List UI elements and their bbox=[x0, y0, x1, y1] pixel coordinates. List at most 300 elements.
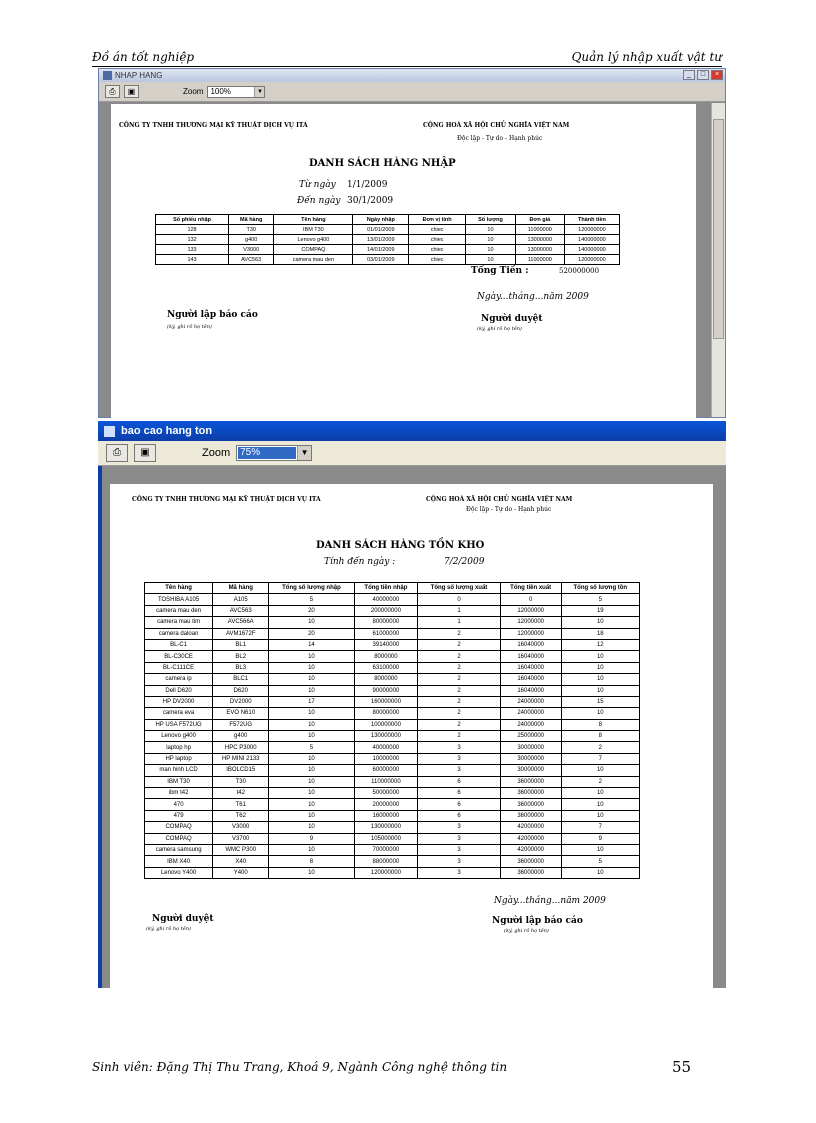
table-header-row bbox=[156, 215, 620, 225]
table-cell: 10 bbox=[466, 255, 516, 265]
table-cell: 5 bbox=[269, 594, 354, 605]
table-cell: 5 bbox=[561, 594, 639, 605]
table-cell: 10 bbox=[269, 731, 354, 742]
as-of-label: Tính đến ngày : bbox=[324, 557, 396, 567]
table-cell: 14/01/2009 bbox=[353, 245, 409, 255]
table-cell: Lenovo g400 bbox=[145, 731, 213, 742]
table-cell: 24000000 bbox=[500, 719, 561, 730]
inventory-table bbox=[144, 582, 640, 879]
total-label: Tổng Tiền : bbox=[471, 266, 529, 276]
column-header: Tên hàng bbox=[145, 583, 213, 594]
table-cell: 42000000 bbox=[500, 833, 561, 844]
table-cell: 479 bbox=[145, 810, 213, 821]
table-cell: t42 bbox=[213, 788, 269, 799]
table-cell: 13/01/2009 bbox=[353, 235, 409, 245]
table-cell: T30 bbox=[229, 225, 274, 235]
table-cell: 6 bbox=[418, 788, 501, 799]
table-cell: A105 bbox=[213, 594, 269, 605]
table-cell: 36000000 bbox=[500, 867, 561, 878]
zoom-label: Zoom bbox=[183, 87, 204, 96]
table-cell: AVC563 bbox=[213, 605, 269, 616]
table-row bbox=[145, 628, 640, 639]
table-cell: 10 bbox=[269, 651, 354, 662]
table-cell: 12000000 bbox=[500, 617, 561, 628]
motto: Độc lập - Tự do - Hạnh phúc bbox=[457, 135, 543, 142]
table-row bbox=[145, 731, 640, 742]
window-titlebar[interactable] bbox=[99, 69, 725, 82]
table-cell: 10000000 bbox=[354, 753, 418, 764]
table-cell: X40 bbox=[213, 856, 269, 867]
column-header: Đơn giá bbox=[515, 215, 564, 225]
table-cell: 10 bbox=[269, 765, 354, 776]
signer-right-note: (ký, ghi rõ họ tên) bbox=[504, 928, 549, 934]
table-cell: 10 bbox=[269, 810, 354, 821]
table-cell: 17 bbox=[269, 696, 354, 707]
report-page bbox=[111, 104, 696, 419]
table-cell: 3 bbox=[418, 742, 501, 753]
table-cell: 2 bbox=[418, 651, 501, 662]
signer-left-note: (ký, ghi rõ họ tên) bbox=[167, 324, 212, 330]
table-cell: 110000000 bbox=[354, 776, 418, 787]
table-cell: 133 bbox=[156, 245, 229, 255]
table-row bbox=[156, 255, 620, 265]
table-cell: 130000000 bbox=[354, 731, 418, 742]
table-cell: 36000000 bbox=[500, 776, 561, 787]
table-cell: 120000000 bbox=[564, 225, 619, 235]
column-header: Đơn vị tính bbox=[409, 215, 466, 225]
table-cell: IBM T30 bbox=[274, 225, 353, 235]
table-cell: 30000000 bbox=[500, 753, 561, 764]
table-cell: 13000000 bbox=[515, 245, 564, 255]
table-cell: 140000000 bbox=[564, 245, 619, 255]
window-title: bao cao hang ton bbox=[121, 425, 213, 437]
signer-right: Người lập báo cáo bbox=[492, 916, 583, 926]
table-cell: 10 bbox=[269, 822, 354, 833]
table-cell: V3700 bbox=[213, 833, 269, 844]
table-cell: 10 bbox=[561, 708, 639, 719]
table-cell: camera samsung bbox=[145, 844, 213, 855]
print-icon[interactable]: ⎙ bbox=[106, 444, 128, 462]
chevron-down-icon[interactable]: ▼ bbox=[254, 87, 264, 97]
table-cell: AVC566A bbox=[213, 617, 269, 628]
table-cell: 2 bbox=[561, 776, 639, 787]
as-of-value: 7/2/2009 bbox=[444, 557, 485, 567]
table-cell: 11000000 bbox=[515, 225, 564, 235]
table-cell: 10 bbox=[269, 662, 354, 673]
table-row bbox=[145, 742, 640, 753]
table-cell: 24000000 bbox=[500, 696, 561, 707]
table-cell: HP DV2000 bbox=[145, 696, 213, 707]
table-row bbox=[145, 856, 640, 867]
doc-header-left: Đồ án tốt nghiệp bbox=[92, 50, 195, 64]
table-cell: 2 bbox=[418, 628, 501, 639]
table-cell: 25000000 bbox=[500, 731, 561, 742]
to-value: 30/1/2009 bbox=[347, 196, 394, 206]
table-cell: 3 bbox=[418, 867, 501, 878]
bao-cao-hang-ton-window bbox=[98, 421, 726, 988]
signer-left: Người lập báo cáo bbox=[167, 310, 258, 320]
column-header: Tổng tiền xuất bbox=[500, 583, 561, 594]
column-header: Thành tiền bbox=[564, 215, 619, 225]
table-cell: DV2000 bbox=[213, 696, 269, 707]
table-cell: ibm t42 bbox=[145, 788, 213, 799]
table-cell: 12 bbox=[561, 639, 639, 650]
table-cell: 39140000 bbox=[354, 639, 418, 650]
table-cell: 80000000 bbox=[354, 708, 418, 719]
table-cell: 70000000 bbox=[354, 844, 418, 855]
table-cell: 120000000 bbox=[564, 255, 619, 265]
table-cell: 42000000 bbox=[500, 844, 561, 855]
table-cell: 9 bbox=[561, 833, 639, 844]
table-cell: g400 bbox=[229, 235, 274, 245]
table-cell: T61 bbox=[213, 799, 269, 810]
window-left-border bbox=[98, 466, 102, 988]
table-cell: 10 bbox=[269, 867, 354, 878]
table-cell: 3 bbox=[418, 856, 501, 867]
table-row bbox=[145, 810, 640, 821]
table-cell: COMPAQ bbox=[145, 822, 213, 833]
table-cell: 10 bbox=[561, 674, 639, 685]
zoom-value: 100% bbox=[210, 86, 231, 96]
table-cell: D620 bbox=[213, 685, 269, 696]
report-title: DANH SÁCH HÀNG NHẬP bbox=[309, 158, 456, 169]
table-cell: 1 bbox=[418, 605, 501, 616]
date-line: Ngày...tháng...năm 2009 bbox=[477, 292, 589, 302]
table-cell: HP USA F572UG bbox=[145, 719, 213, 730]
table-cell: Lenovo Y400 bbox=[145, 867, 213, 878]
table-cell: 160000000 bbox=[354, 696, 418, 707]
table-cell: camera mau den bbox=[145, 605, 213, 616]
table-cell: 8 bbox=[561, 719, 639, 730]
window-title: NHAP HANG bbox=[115, 71, 163, 80]
column-header: Tổng số lượng tồn bbox=[561, 583, 639, 594]
table-cell: F572UG bbox=[213, 719, 269, 730]
table-cell: 10 bbox=[269, 617, 354, 628]
table-cell: 16040000 bbox=[500, 662, 561, 673]
doc-header-right: Quản lý nhập xuất vật tư bbox=[571, 50, 722, 64]
table-cell: 50000000 bbox=[354, 788, 418, 799]
table-cell: 10 bbox=[269, 719, 354, 730]
table-cell: BL-C1 bbox=[145, 639, 213, 650]
signer-left-note: (ký, ghi rõ họ tên) bbox=[146, 926, 191, 932]
signer-right: Người duyệt bbox=[481, 314, 543, 324]
table-cell: 1 bbox=[418, 617, 501, 628]
table-cell: V3000 bbox=[213, 822, 269, 833]
table-cell: 2 bbox=[418, 674, 501, 685]
table-cell: 10 bbox=[561, 685, 639, 696]
table-cell: 0 bbox=[418, 594, 501, 605]
table-row bbox=[145, 662, 640, 673]
maximize-icon[interactable]: □ bbox=[697, 70, 709, 80]
table-cell: TOSHIBA A105 bbox=[145, 594, 213, 605]
table-cell: 36000000 bbox=[500, 788, 561, 799]
table-cell: IBM X40 bbox=[145, 856, 213, 867]
table-cell: BL1 bbox=[213, 639, 269, 650]
table-cell: 30000000 bbox=[500, 742, 561, 753]
table-cell: 60000000 bbox=[354, 765, 418, 776]
scrollbar-thumb[interactable] bbox=[713, 119, 724, 339]
table-cell: 3 bbox=[418, 833, 501, 844]
table-cell: 10 bbox=[561, 844, 639, 855]
table-cell: 6 bbox=[418, 776, 501, 787]
table-cell: 36000000 bbox=[500, 799, 561, 810]
minimize-icon[interactable]: _ bbox=[683, 70, 695, 80]
table-cell: 5 bbox=[561, 856, 639, 867]
table-cell: chiec bbox=[409, 225, 466, 235]
zoom-select[interactable] bbox=[207, 86, 265, 98]
table-row bbox=[145, 753, 640, 764]
table-cell: BL-C30CE bbox=[145, 651, 213, 662]
table-cell: 20 bbox=[269, 605, 354, 616]
table-row bbox=[145, 617, 640, 628]
table-cell: 2 bbox=[418, 662, 501, 673]
table-cell: 10 bbox=[466, 225, 516, 235]
app-icon bbox=[103, 71, 112, 80]
table-row bbox=[145, 708, 640, 719]
total-value: 520000000 bbox=[559, 267, 600, 275]
zoom-value: 75% bbox=[238, 447, 296, 459]
table-cell: 10 bbox=[466, 235, 516, 245]
table-cell: 36000000 bbox=[500, 810, 561, 821]
table-row bbox=[145, 685, 640, 696]
table-cell: 2 bbox=[418, 719, 501, 730]
zoom-label: Zoom bbox=[202, 447, 231, 459]
table-cell: 20 bbox=[269, 628, 354, 639]
table-cell: 80000000 bbox=[354, 617, 418, 628]
table-cell: 3 bbox=[418, 753, 501, 764]
column-header: Ngày nhập bbox=[353, 215, 409, 225]
table-cell: camera mau tim bbox=[145, 617, 213, 628]
table-cell: 10 bbox=[561, 788, 639, 799]
table-cell: 10 bbox=[561, 867, 639, 878]
table-cell: 6 bbox=[418, 810, 501, 821]
table-cell: 24000000 bbox=[500, 708, 561, 719]
table-cell: 3 bbox=[418, 765, 501, 776]
table-cell: 14 bbox=[269, 639, 354, 650]
table-cell: chiec bbox=[409, 245, 466, 255]
table-cell: chiec bbox=[409, 235, 466, 245]
nation-title: CỘNG HOÀ XÃ HỘI CHỦ NGHĨA VIỆT NAM bbox=[423, 122, 570, 129]
column-header: Số phiếu nhập bbox=[156, 215, 229, 225]
table-cell: 105000000 bbox=[354, 833, 418, 844]
table-row bbox=[145, 719, 640, 730]
column-header: Tổng tiền nhập bbox=[354, 583, 418, 594]
table-cell: 2 bbox=[418, 685, 501, 696]
table-cell: V3000 bbox=[229, 245, 274, 255]
table-cell: 90000000 bbox=[354, 685, 418, 696]
table-cell: 8 bbox=[269, 856, 354, 867]
table-cell: 16040000 bbox=[500, 651, 561, 662]
table-cell: 6 bbox=[418, 799, 501, 810]
table-cell: 140000000 bbox=[564, 235, 619, 245]
table-cell: 16040000 bbox=[500, 674, 561, 685]
doc-footer-left: Sinh viên: Đặng Thị Thu Trang, Khoá 9, Ngành Công nghệ thông tin bbox=[92, 1060, 508, 1074]
table-cell: AVC563 bbox=[229, 255, 274, 265]
table-cell: 88000000 bbox=[354, 856, 418, 867]
table-cell: 470 bbox=[145, 799, 213, 810]
table-cell: BL-C111CE bbox=[145, 662, 213, 673]
table-row bbox=[145, 867, 640, 878]
page-number: 55 bbox=[672, 1058, 692, 1076]
table-cell: 11000000 bbox=[515, 255, 564, 265]
column-header: Tên hàng bbox=[274, 215, 353, 225]
table-cell: 130000000 bbox=[354, 822, 418, 833]
table-cell: T62 bbox=[213, 810, 269, 821]
table-cell: 2 bbox=[418, 731, 501, 742]
table-cell: HPC P3000 bbox=[213, 742, 269, 753]
table-cell: 10 bbox=[269, 674, 354, 685]
column-header: Tổng số lượng nhập bbox=[269, 583, 354, 594]
table-cell: 40000000 bbox=[354, 742, 418, 753]
table-cell: 2 bbox=[418, 696, 501, 707]
table-cell: Y400 bbox=[213, 867, 269, 878]
import-table bbox=[155, 214, 620, 265]
table-cell: 120000000 bbox=[354, 867, 418, 878]
table-cell: 16040000 bbox=[500, 639, 561, 650]
table-cell: 10 bbox=[561, 799, 639, 810]
table-row bbox=[145, 605, 640, 616]
table-cell: 10 bbox=[466, 245, 516, 255]
table-cell: IBOLCD15 bbox=[213, 765, 269, 776]
table-cell: 7 bbox=[561, 753, 639, 764]
motto: Độc lập - Tự do - Hạnh phúc bbox=[466, 506, 552, 513]
table-cell: 12000000 bbox=[500, 628, 561, 639]
table-cell: BLC1 bbox=[213, 674, 269, 685]
table-cell: 10 bbox=[269, 799, 354, 810]
table-row bbox=[145, 822, 640, 833]
table-cell: 19 bbox=[561, 605, 639, 616]
table-cell: 8000000 bbox=[354, 651, 418, 662]
table-cell: 20000000 bbox=[354, 799, 418, 810]
toolbar bbox=[98, 441, 726, 466]
print-icon[interactable]: ⎙ bbox=[105, 85, 120, 98]
table-cell: 10 bbox=[561, 662, 639, 673]
table-row bbox=[156, 235, 620, 245]
table-row bbox=[145, 844, 640, 855]
table-cell: camera daloan bbox=[145, 628, 213, 639]
table-cell: 0 bbox=[500, 594, 561, 605]
table-cell: 03/01/2009 bbox=[353, 255, 409, 265]
column-header: Mã hàng bbox=[229, 215, 274, 225]
table-cell: 10 bbox=[269, 685, 354, 696]
chevron-down-icon[interactable]: ▼ bbox=[297, 446, 311, 460]
column-header: Số lượng bbox=[466, 215, 516, 225]
table-cell: COMPAQ bbox=[274, 245, 353, 255]
table-cell: 18 bbox=[561, 628, 639, 639]
table-cell: 132 bbox=[156, 235, 229, 245]
table-cell: 8 bbox=[561, 731, 639, 742]
table-cell: 61000000 bbox=[354, 628, 418, 639]
table-cell: 2 bbox=[418, 708, 501, 719]
table-cell: 63100000 bbox=[354, 662, 418, 673]
table-row bbox=[156, 245, 620, 255]
table-cell: laptop hp bbox=[145, 742, 213, 753]
table-cell: 2 bbox=[418, 639, 501, 650]
table-row bbox=[145, 799, 640, 810]
table-header-row bbox=[145, 583, 640, 594]
from-value: 1/1/2009 bbox=[347, 180, 388, 190]
table-cell: g400 bbox=[213, 731, 269, 742]
close-icon[interactable]: × bbox=[711, 70, 723, 80]
table-cell: 10 bbox=[269, 844, 354, 855]
table-cell: 10 bbox=[269, 776, 354, 787]
date-line: Ngày...tháng...năm 2009 bbox=[494, 896, 606, 906]
table-row bbox=[145, 833, 640, 844]
table-cell: HP MINI 2133 bbox=[213, 753, 269, 764]
table-cell: Lenovo g400 bbox=[274, 235, 353, 245]
table-cell: 36000000 bbox=[500, 856, 561, 867]
table-cell: 10 bbox=[269, 788, 354, 799]
table-cell: AVM1672F bbox=[213, 628, 269, 639]
table-cell: T30 bbox=[213, 776, 269, 787]
nhap-hang-window bbox=[98, 68, 726, 418]
table-cell: BL3 bbox=[213, 662, 269, 673]
table-row bbox=[145, 696, 640, 707]
table-cell: 10 bbox=[561, 810, 639, 821]
table-row bbox=[145, 788, 640, 799]
table-cell: 9 bbox=[269, 833, 354, 844]
table-cell: man hinh LCD bbox=[145, 765, 213, 776]
table-cell: EVO N610 bbox=[213, 708, 269, 719]
table-cell: 16000000 bbox=[354, 810, 418, 821]
column-header: Mã hàng bbox=[213, 583, 269, 594]
table-cell: 143 bbox=[156, 255, 229, 265]
export-icon[interactable]: ▣ bbox=[124, 85, 139, 98]
table-cell: 42000000 bbox=[500, 822, 561, 833]
table-cell: 12000000 bbox=[500, 605, 561, 616]
table-cell: IBM T30 bbox=[145, 776, 213, 787]
signer-left: Người duyệt bbox=[152, 914, 214, 924]
table-row bbox=[156, 225, 620, 235]
table-cell: 15 bbox=[561, 696, 639, 707]
table-cell: 10 bbox=[269, 753, 354, 764]
table-row bbox=[145, 594, 640, 605]
export-icon[interactable]: ▣ bbox=[134, 444, 156, 462]
header-rule bbox=[92, 66, 722, 67]
table-cell: 16040000 bbox=[500, 685, 561, 696]
table-cell: 10 bbox=[269, 708, 354, 719]
table-cell: WMC P300 bbox=[213, 844, 269, 855]
report-title: DANH SÁCH HÀNG TỒN KHO bbox=[316, 540, 485, 551]
to-label: Đến ngày bbox=[297, 196, 341, 206]
table-cell: 13000000 bbox=[515, 235, 564, 245]
table-cell: 40000000 bbox=[354, 594, 418, 605]
table-row bbox=[145, 765, 640, 776]
table-cell: 8000000 bbox=[354, 674, 418, 685]
table-cell: 2 bbox=[561, 742, 639, 753]
table-row bbox=[145, 651, 640, 662]
table-cell: 7 bbox=[561, 822, 639, 833]
table-cell: HP laptop bbox=[145, 753, 213, 764]
table-cell: 10 bbox=[561, 765, 639, 776]
window-titlebar[interactable] bbox=[98, 421, 726, 441]
table-cell: camera eva bbox=[145, 708, 213, 719]
table-cell: camera ip bbox=[145, 674, 213, 685]
table-cell: camera mau den bbox=[274, 255, 353, 265]
table-cell: 100000000 bbox=[354, 719, 418, 730]
table-cell: 01/01/2009 bbox=[353, 225, 409, 235]
company-name: CÔNG TY TNHH THƯƠNG MẠI KỸ THUẬT DỊCH VỤ ITA bbox=[132, 496, 321, 503]
table-cell: 10 bbox=[561, 651, 639, 662]
table-cell: 30000000 bbox=[500, 765, 561, 776]
table-cell: 128 bbox=[156, 225, 229, 235]
zoom-select[interactable] bbox=[236, 445, 312, 461]
toolbar bbox=[99, 82, 725, 102]
table-cell: COMPAQ bbox=[145, 833, 213, 844]
vertical-scrollbar[interactable] bbox=[711, 103, 725, 417]
table-cell: BL2 bbox=[213, 651, 269, 662]
from-label: Từ ngày bbox=[299, 180, 336, 190]
